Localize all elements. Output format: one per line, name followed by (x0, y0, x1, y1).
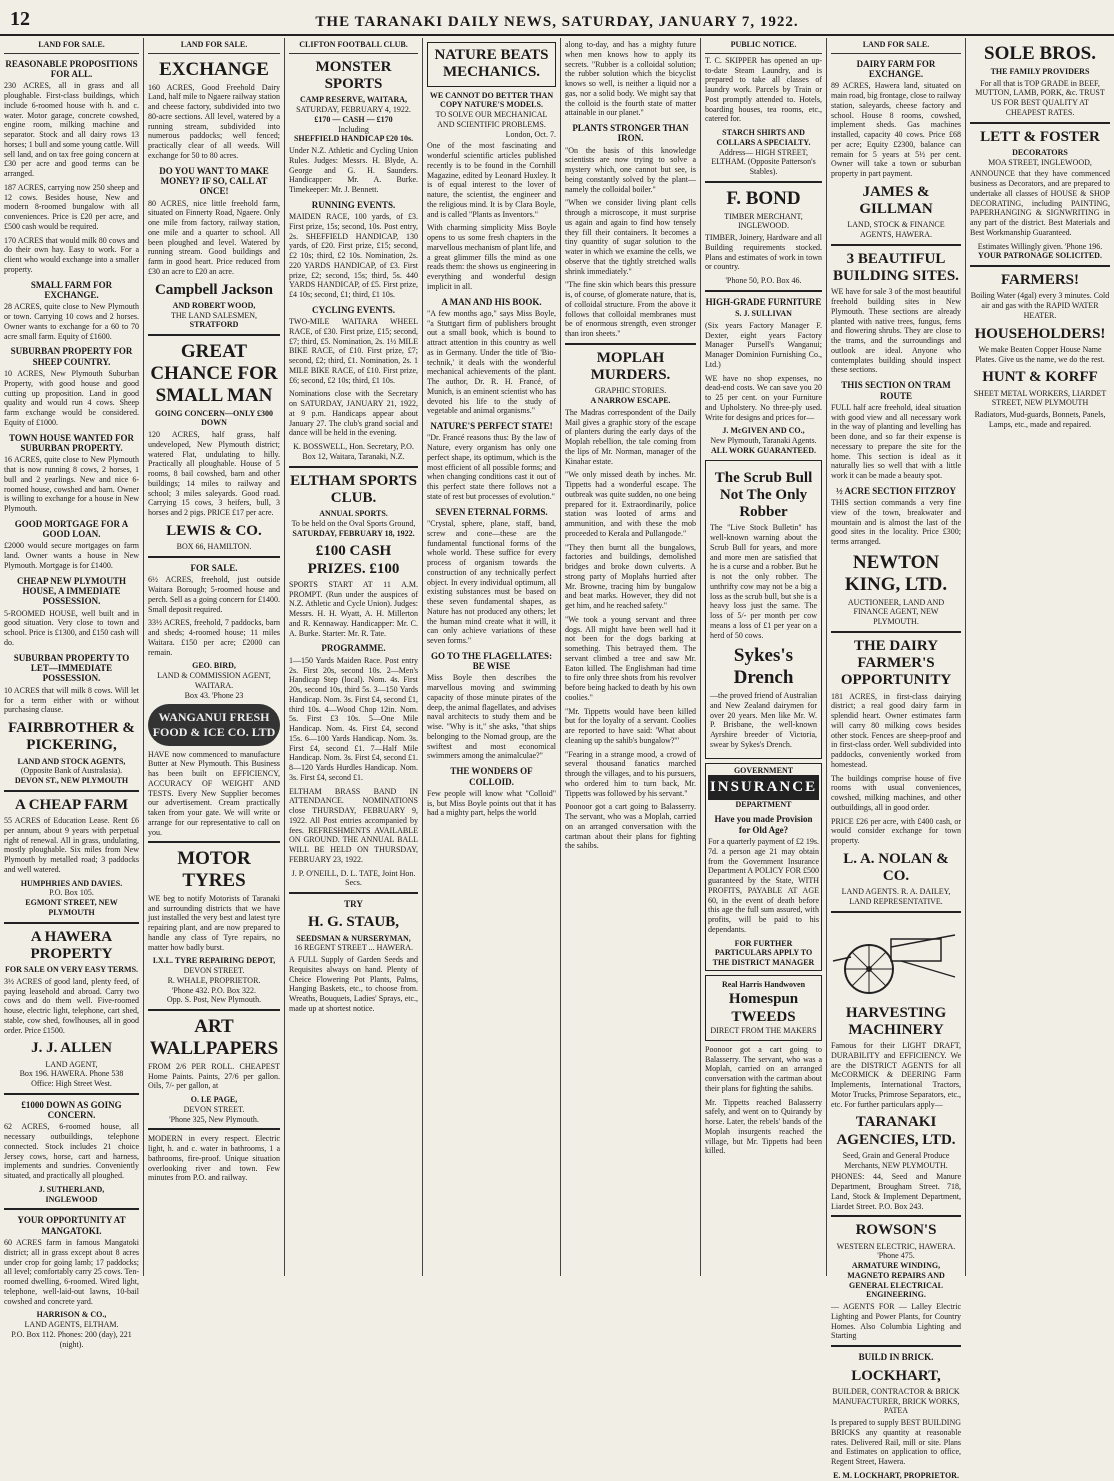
ad-text: For all that is TOP GRADE in BEEF, MUTTON, LAMB, PORK, &c. TRUST US FOR BEST QUALITY AT CHEAPEST RATES. (975, 78, 1105, 117)
firm-name: JAMES & GILLMAN (859, 183, 933, 218)
ad-text: ANNOUNCE that they have commenced business as Decorators, and are prepared to undertake all classes of HOUSE & SHOP DECORATING, including PAINTING, PAPERHANGING & SIGNWRITING in any part of the district. Best Materials and Best Workmanship Guaranteed. (970, 169, 1110, 237)
firm-name: HUNT & KORFF (982, 369, 1098, 386)
ad-title: HARVESTING MACHINERY (845, 1004, 947, 1038)
ad-title: RUNNING EVENTS. (311, 199, 396, 210)
column-5 (561, 38, 700, 1276)
column-4 (423, 38, 560, 1276)
firm-subtitle: WESTERN ELECTRIC, HAWERA. (836, 1241, 956, 1251)
harvester-illustration (831, 917, 959, 997)
firm-box: P.O. Box 105. (49, 888, 94, 898)
ad-title: HOUSEHOLDERS! (974, 325, 1106, 342)
ad-title: SUBURBAN PROPERTY FOR SHEEP COUNTRY. (10, 346, 133, 367)
government-insurance-ad (705, 763, 822, 971)
ad-text: —the proved friend of Australian and New Zealand dairymen for over 20 years. Men like Mr. W. P. Brisbane, the well-known Ayrshire breeder of Victoria, swear by Sykes's Drench. (710, 691, 817, 749)
ad-title: EXCHANGE (159, 58, 269, 80)
firm-name: ROWSON'S (855, 1222, 937, 1239)
firm-address: New Plymouth, Taranaki Agents. (710, 436, 817, 446)
ad-text: 6½ ACRES, freehold, just outside Waitara Borough; 5-roomed house and perch. Sell as a going concern for £1400. Small deposit required. (148, 575, 280, 614)
ad-text: 28 ACRES, quite close to New Plymouth or town. Carrying 10 cows and 2 horses. Owner wants to exchange for a 60 to 70 acre small farm. Equity of £1600. (4, 302, 139, 341)
article-text: "Fearing in a strange mood, a crowd of several thousand fanatics marched through the villages, and to his pursuers, who ordered him to turn back, Mr. Tippetts was followed by his servant." (565, 749, 696, 798)
firm-phone: 'Phone 50, P.O. Box 46. (725, 276, 802, 286)
headline-box (427, 42, 556, 87)
ad-text: Radiators, Mud-guards, Bonnets, Panels, Lamps, etc., made and repaired. (974, 410, 1106, 429)
masthead (0, 0, 1114, 36)
ad-text: ARMATURE WINDING, MAGNETO REPAIRS AND GENERAL ELECTRICAL ENGINEERING. (847, 1261, 945, 1300)
firm-phone: 'Phone 325, New Plymouth. (169, 1114, 259, 1124)
firm-name: O. LE PAGE, (190, 1095, 238, 1105)
firm-subtitle: DECORATORS (1012, 147, 1068, 157)
firm-subtitle: Seed, Grain and General Produce Merchants, NEW PLYMOUTH. (842, 1150, 950, 1170)
column-6 (701, 38, 826, 1276)
article-text: along to-day, and has a mighty future when men knows how to apply its secrets. "Rubber is a colloidal solution; the rubber solution which the bicyclist knows so well, is neither a liquid nor a gas, nor a solid body. We might say that the colloid is the fourth state of matter attainable in our planet." (565, 40, 696, 118)
ad-text: The buildings comprise house of five rooms with usual conveniences, cowshed, milking machines, and other outbuildings, all in good order. (831, 773, 961, 812)
page-number: 12 (10, 8, 30, 30)
firm-name: LETT & FOSTER (980, 128, 1100, 145)
ad-text: SPORTS START AT 11 A.M. PROMPT. (Run under the auspices of N.Z. Athletic and Cycle Union). Judges: Messrs. H. H. Wyatt, A. H. Millerton and R. Kennaway. Handicapper: Mr. C. A. Burke. Starter: Mr. R. Tate. (289, 579, 418, 638)
ad-text: 187 ACRES, carrying now 250 sheep and 12 cows. Besides house, New and modern 8-roomed bungalow with all conveniences. Price is £20 per acre, and £500 cash would be required. (4, 182, 139, 231)
prize-line: £100 CASH PRIZES. £100 (307, 543, 400, 577)
ad-title: MOTOR TYRES (177, 848, 251, 892)
article-text: With charming simplicity Miss Boyle opens to us some fresh chapters in the marvellous mechanism of plant life, and a great glimmer fills the mind as one reads them: the shows us engineering in everything and wonderful design implicit in all. (427, 223, 556, 291)
column-2 (144, 38, 284, 1276)
ad-text: Boiling Water (4gal) every 3 minutes. Cold air and gas with the RAPID WATER HEATER. (970, 291, 1110, 320)
ad-text: — AGENTS FOR — Lalley Electric Lighting and Power Plants, for Country Homes. Also Columbia Lighting and Starting (831, 1302, 961, 1341)
article-text: Miss Boyle then describes the marvellous moving and swimming capacity of those minute pirates of the deep, the animal flagellates, and advises naval architects to study them and be wise. "Why is it," she asks, "that ships belonging to the Nomad group, are the swiftest and most economical swimmers among the animalculae?" (427, 673, 556, 761)
firm-name: J. J. ALLEN (31, 1040, 112, 1057)
ad-text: To be held on the Oval Sports Ground, (291, 518, 416, 528)
ad-text: 10 ACRES, New Plymouth Suburban Property, with good house and good cutting up proposition. Land in good quality and would run 4 cows. Sheep farm exchange would be considered. Equity of £1000. (4, 369, 139, 427)
ad-text: A FULL Supply of Garden Seeds and Requisites always on hand. Plenty of Cheice Flowering Pot Plants, Palms, Hanging Baskets, etc., to choose from. Wreaths, Bouquets, Ladies' Sprays, etc., made up at shortest notice. (289, 955, 418, 1013)
firm-box: Box 43. 'Phone 23 (184, 690, 244, 700)
harris-tweeds-ad (705, 975, 822, 1041)
ad-title: CHEAP NEW PLYMOUTH HOUSE, A IMMEDIATE POSSESSION. (16, 575, 126, 607)
ad-title: DO YOU WANT TO MAKE MONEY? IF SO, CALL AT ONCE! (159, 165, 269, 197)
ad-subtitle: GOING CONCERN—ONLY £300 DOWN (154, 408, 274, 428)
article-text: "On the basis of this knowledge scientists are now trying to solve a mystery which, one cannot but see, is being constantly solved by the plant—namely the colloidal boiler." (565, 145, 696, 194)
article-text: "Dr. Francé reasons thus: By the law of Nature, every organism has only one perfect shape, its optimum, which is the most efficient of all possible forms; and when changing conditions cast it out of this perfect state there follows not a state of rest but processes of evolution." (427, 433, 556, 501)
prize-line: SHEFFIELD HANDICAP £20 10s. (293, 134, 414, 144)
ad-subtitle: FOR SALE ON VERY EASY TERMS. (4, 965, 139, 974)
article-text: "Crystal, sphere, plane, staff, band, screw and cone—these are the fundamental functional forms of the whole world. These suffice for every process of organism towards the construction of any technically perfect object. In every individual optimum, all existing substances must be based on these seven fundamental shapes, as Nature has not produced any others; let the human mind create what it will, it can only achieve variations of these seven forms." (427, 519, 556, 646)
ad-title: Have you made Provision for Old Age? (714, 814, 813, 835)
company-logo: WANGANUI FRESH FOOD & ICE CO. LTD (148, 704, 280, 745)
ad-text: HAVE now commenced to manufacture Butter at New Plymouth. This Business has been built on EFFICIENCY, ACCURACY OF WEIGHT AND TESTS. Every New Supplier becomes our advertisement. Cream practically taken from your gate. We will write or arrange for our representative to call on you. (148, 749, 280, 837)
ad-text: Estimates Willingly given. 'Phone 196. (977, 241, 1103, 251)
article-text: "They then burnt all the bungalows, factories and buildings, demolished bridges and broke down culverts. A strong party of Moplahs hurried after Mr. Browne, tracing him by bungalow and beat marks. However, they did not get him, and he reached safety." (565, 542, 696, 611)
ad-text: Including (338, 124, 369, 134)
secretary: K. BOSSWELL, Hon. Secretary, P.O. Box 12, Waitara, Taranaki, N.Z. (293, 442, 414, 461)
section-header: CLIFTON FOOTBALL CLUB. (289, 38, 418, 54)
ad-text: 16 ACRES, quite close to New Plymouth that is now running 8 cows, 2 horses, 1 bull and 2 yearlings. New and nice 6-roomed house, cowshed and barn. Owner is willing to exchange for a house in New Plymouth. (4, 455, 139, 513)
ad-text: MAIDEN RACE, 100 yards, of £3. First prize, 15s; second, 10s. Post entry, 2s. SHEFFIELD HANDICAP, 130 yards, of £20. First prize, £15; second, £2 10s; third, £2 10s. Nomination, 2s. 220 YARDS HANDICAP, of £3. First prize, £2; second, 15s; third, 5s. 440 YARDS HANDICAP, of £5. First prize, £4 10s; second, £1; third, £1 10s. (289, 212, 418, 300)
firm-subtitle: LAND, STOCK & FINANCE AGENTS, HAWERA. (847, 220, 945, 240)
ad-title: GOOD MORTGAGE FOR A GOOD LOAN. (14, 518, 129, 540)
ad-title: DAIRY FARM FOR EXCHANGE. (856, 58, 936, 80)
ad-text: 170 ACRES that would milk 80 cows and do their own hay. Easy to work. For a client who would exchange into a smaller property. (4, 235, 139, 274)
firm-subtitle: LAND AND STOCK AGENTS, (17, 756, 126, 766)
ad-text: Address— HIGH STREET, ELTHAM. (Opposite Patterson's Stables). (711, 147, 816, 176)
ad-text: 80 ACRES, nice little freehold farm, situated on Finnerty Road, Ngaere. Only one mile from factory, railway station, one mile and a quarter to school. All been ploughed and level. Watered by running stream. Good buildings and farm in good heart. Price reduced from £30 an acre to £20 an acre. (148, 198, 280, 276)
ad-title: HIGH-GRADE FURNITURE (705, 296, 822, 307)
firm-subtitle: LAND & COMMISSION AGENT, (157, 671, 271, 680)
firm-note: ALL WORK GUARANTEED. (711, 445, 816, 455)
firm-address: DEVON ST., NEW PLYMOUTH (14, 776, 129, 785)
ad-text: WE beg to notify Motorists of Taranaki and surrounding districts that we have just installed the very best and latest tyre repairing plant, and are now prepared to handle any class of Tyre repairs, no matter how badly burst. (148, 893, 280, 952)
ad-text: 55 ACRES of Education Lease. Rent £6 per annum, about 9 years with perpetual right of renewal. All in grass, undulating, mostly ploughable. Six miles from New Plymouth by metalled road; 3 paddocks and well watered. (4, 816, 139, 874)
ad-title: SMALL FARM FOR EXCHANGE. (30, 279, 113, 301)
ad-text: £2000 would secure mortgages on farm land. Owner wants a house in New Plymouth. Mortgage is for £1400. (4, 541, 139, 570)
ad-text: Famous for their LIGHT DRAFT, DURABILITY and EFFICIENCY. We are the DISTRICT AGENTS for all McCORMICK & DEERING Farm Implements, International Tractors, Motor Trucks, Primrose Separators, etc., etc. For further particulars apply— (831, 1041, 961, 1109)
article-text: Poonoor got a cart going to Balasserry. The servant, who was a Moplah, carried on an arranged conversation with the cartman about their plans for fighting the sahibs. (565, 802, 696, 851)
firm-name: F. BOND (726, 187, 801, 209)
column-7 (827, 38, 965, 1480)
article-subhead: GRAPHIC STORIES. (594, 386, 667, 396)
firm-name: J. SUTHERLAND, (38, 1184, 105, 1194)
ad-title: The Scrub Bull Not The Only Robber (714, 469, 813, 521)
ad-text: THIS section commands a very fine view of the town, breakwater and mountain and is almost the last of the good sites in the locality. Price £300; terms arranged. (831, 498, 961, 547)
ad-text: 1—150 Yards Maiden Race. Post entry 2s. First 20s, second 10s. 2—Men's Handicap Step (local). Nom. 4s. First 20s, second 10s, third 5s. 3—150 Yards Handicap. Nom. 3s. First £4, second £1, third 10s. 4—Wood Chop 12in. Nom. 5s. First £3 10s. 5—One Mile Handicap. Nom. 4s. First £4, second 15s. 6—100 Yards Handicap. Nom. 3s. First £4, second £1. 7—Half Mile Handicap. Nom. 3s. First £4, second £1. 8—120 Yards Hurdles Handicap. Nom. 3s. First £4, second £1. (289, 655, 418, 782)
ad-title: SUBURBAN PROPERTY TO LET—IMMEDIATE POSSESSION. (13, 652, 130, 684)
firm-subtitle: LAND AGENTS. R. A. DAILEY, LAND REPRESENTATIVE. (841, 887, 951, 907)
firm-subtitle: SEEDSMAN & NURSERYMAN, (296, 933, 411, 943)
firm-name: L. A. NOLAN & CO. (843, 850, 949, 885)
firm-phone: 'Phone 432. P.O. Box 322. (171, 985, 257, 995)
ad-title: THE DAIRY FARMER'S OPPORTUNITY (840, 637, 952, 689)
article-subhead: NATURE'S PERFECT STATE! (430, 421, 553, 432)
ad-subtitle: CAMP RESERVE, WAITARA, (300, 95, 407, 105)
masthead-title: THE TARANAKI DAILY NEWS, SATURDAY, JANUARY 7, 1922. (315, 14, 799, 30)
ad-title: MONSTER SPORTS (315, 58, 392, 92)
ad-text: DIRECT FROM THE MAKERS (710, 1026, 817, 1036)
article-text: Few people will know what "Colloid" is, but Miss Boyle points out that it has had a mighty part, helps the world (427, 788, 556, 818)
firm-name: NEWTON KING, LTD. (844, 551, 948, 595)
ad-text: Is prepared to supply BEST BUILDING BRICKS any quantity at reasonable rates. Delivered Rail, mill or site. Plans and Estimates on application to office, Regent Street, Hawera. (831, 1418, 961, 1466)
article-text: Poonoor got a cart going to Balasserry. The servant, who was a Moplah, carried on an arranged conversation with the cartman about their plans for fighting the sahibs. (705, 1044, 822, 1093)
article-text: One of the most fascinating and wonderful scientific articles published recently is to be found in the Cornhill Magazine, edited by Leonard Huxley. It is of equal interest to the lover of nature, the scientist, the engineer and the religious mind. It is by Clara Boyle, and is called "Plants as Inventors." (427, 141, 556, 219)
article-text: "A few months ago," says Miss Boyle, "a Stuttgart firm of publishers brought out a small book, which is bound to attract attention in this country as well as in Germany. Under the title of 'Bio-technik,' it deals with the wonderful mechanical achievements of the plant. The author, Dr. R. H. Francé, of Munich, is an eminent scientist who has devoted his life to the study of vegetable and animal organisms." (427, 308, 556, 416)
ad-text: T. C. SKIPPER has opened an up-to-date Steam Laundry, and is prepared to take all classes of laundry work. Parcels by Train or Post promptly attended to. Hotels, boarding houses, tea rooms, etc., catered for. (705, 55, 822, 124)
firm-address: INGLEWOOD (45, 1194, 98, 1204)
column-8 (966, 38, 1114, 1276)
article-text: "The fine skin which bears this pressure is, of course, of glomerate nature, that is, of colloidal structure. From the above it follows that colloidal membranes must be of enormous strength, even stronger than iron sheets." (565, 280, 696, 339)
ad-text: STARCH SHIRTS AND COLLARS A SPECIALTY. (716, 128, 811, 147)
ad-title: FARMERS! (1000, 272, 1080, 289)
ad-text: YOUR PATRONAGE SOLICITED. (978, 251, 1102, 261)
firm-name: H. G. STAUB, (308, 914, 399, 931)
column-1 (0, 38, 143, 1349)
ad-text: For a quarterly payment of £2 19s. 7d. a person age 21 may obtain from the Government Insurance Department A POLICY FOR £500 guaranteed by the State, WITH PROFITS, PAYABLE AT AGE 60, in the event of death before this age the full sum assured, with profits, will be paid to his dependants. (708, 837, 819, 934)
firm-name: J. McGIVEN AND CO., (722, 426, 805, 436)
ad-title: £1000 DOWN AS GOING CONCERN. (21, 1099, 122, 1121)
ad-text: ELTHAM BRASS BAND IN ATTENDANCE. NOMINATIONS close THURSDAY, FEBRUARY 9, 1922. All Post entries accompanied by fees. REFRESHMENTS AVAILABLE ON GROUND. THE ANNUAL BALL WILL BE HELD ON THURSDAY, FEBRUARY 23, 1922. (289, 786, 418, 864)
ad-text: FULL half acre freehold, ideal situation with good view and all necessary work in the way of planting and levelling has been done, and so far their expense is necessary to prepare the site for the home. This section is ideal as it naturally lies so well that with a little work it can be made a beauty spot. (831, 402, 961, 481)
ad-title: BUILD IN BRICK. (858, 1352, 934, 1363)
ad-text: MODERN in every respect. Electric light, h. and c. water in bathrooms, 1 a bathrooms, fire-proof. Unique situation overlooking river and town. Few minutes from P.O. and railway. (148, 1134, 280, 1183)
firm-subtitle: AND ROBERT WOOD, (172, 300, 256, 310)
firm-name: SOLE BROS. (984, 43, 1096, 64)
ad-text: 33½ ACRES, freehold, 7 paddocks, barn and sheds; 4-roomed house; 11 miles Waitara. £150 per acre; £2000 can remain. (148, 618, 280, 657)
product-name: Sykes's Drench (733, 645, 794, 689)
ins-bottom: DEPARTMENT (735, 799, 792, 809)
article-subhead: GO TO THE FLAGELLATES: BE WISE (430, 650, 553, 672)
article-text: "We only missed death by inches. Mr. Tippetts had a wonderful escape. The outbreak was quite sudden, no one being prepared for it. Extraordinarily, police station was looted of arms and ammunition, and with these the mob proceeded to Kerala and Pullangode." (565, 470, 696, 538)
ad-text: Under N.Z. Athletic and Cycling Union Rules. Judges: Messrs. H. Blyde, A. George and G. H. Saunders. Handicapper: Mr. A. Burke. Timekeeper: Mr. J. Bennett. (289, 146, 418, 194)
ad-title: A CHEAP FARM (14, 796, 129, 813)
firm-proprietor: E. M. LOCKHART, PROPRIETOR. (833, 1470, 959, 1480)
ad-text: PRICE £26 per acre, with £400 cash, or would consider exchange for town property. (831, 816, 961, 846)
ad-title: PROGRAMME. (321, 643, 386, 654)
ad-title: Real Harris Handwoven (721, 979, 806, 989)
ad-text: FROM 2/6 PER ROLL. CHEAPEST Home Paints. Paints, 27/6 per gallon. Oils, 7/- per gallon, at (148, 1061, 280, 1091)
ad-title: CYCLING EVENTS. (311, 304, 396, 315)
firm-box: Box 196. HAWERA. Phone 538 (19, 1069, 124, 1079)
ad-title: TRY (344, 899, 363, 910)
ad-title: ½ ACRE SECTION FITZROY (835, 485, 957, 496)
ad-title: A HAWERA PROPERTY (30, 928, 113, 962)
ad-text: 89 ACRES, Hawera land, situated on main road, big frontage, close to railway station, saleyards, cheese factory and school. House 8 rooms, cowshed, implement sheds. Gas machines installed, capacity 40 cows. Price £68 per acre; Equity £2300, balance can remain for 5 years at 5½ per cent. Owner will take a town or suburban property in part payment. (831, 81, 961, 179)
firm-subtitle: TIMBER MERCHANT, INGLEWOOD. (724, 211, 803, 231)
firm-name: TARANAKI AGENCIES, LTD. (836, 1114, 956, 1148)
section-header: LAND FOR SALE. (148, 38, 280, 54)
ad-text: WE have no shop expenses, no dead-end costs. We can save you 20 to 25 per cent. on your Furniture and Upholstery. No three-ply used. Write for designs and prices for— (705, 373, 822, 422)
firm-subtitle: LAND AGENT, (45, 1059, 98, 1069)
firm-phone: PHONES: 44, Seed and Manure Department, Brougham Street. 718, Land, Stock & Implement Department, Liardet Street. P.O. Box 243. (831, 1172, 961, 1211)
article-text: Mr. Tippetts reached Balasserry safely, and went on to Quirandy by horse. Later, the rebels' bands of the Moplah insurgents reached the village, but Mr. Tippetts had been killed. (705, 1097, 822, 1156)
event-date: SATURDAY, FEBRUARY 4, 1922. (296, 105, 411, 114)
firm-phone: 'Phone 475. (877, 1251, 915, 1261)
ad-text: 10 ACRES that will milk 8 cows. Will let for a term either with or without purchasing clause. (4, 685, 139, 715)
firm-name: FAIRBROTHER & PICKERING, (8, 720, 135, 754)
firm-subtitle: THE LAND SALESMEN, (171, 310, 257, 320)
event-date: SATURDAY, FEBRUARY 18, 1922. (292, 528, 415, 538)
ad-title: GREAT CHANCE FOR SMALL MAN (150, 341, 278, 406)
firm-subtitle: LAND AGENTS, ELTHAM. (24, 1320, 119, 1330)
ad-title: TOWN HOUSE WANTED FOR SUBURBAN PROPERTY. (9, 432, 134, 453)
ins-top: GOVERNMENT (733, 765, 794, 775)
firm-name: GEO. BIRD, (192, 661, 236, 671)
ad-text: 5-ROOMED HOUSE, well built and in good situation. Very close to town and school. Price is £1300, and £150 cash will do. (4, 608, 139, 647)
ad-title: ELTHAM SPORTS CLUB. (290, 472, 417, 506)
firm-name: LEWIS & CO. (166, 522, 262, 539)
firm-subtitle: SHEET METAL WORKERS, LIARDET STREET, NEW PLYMOUTH (973, 388, 1107, 408)
firm-box: BOX 66, HAMILTON. (176, 542, 252, 552)
ad-title: REASONABLE PROPOSITIONS FOR ALL. (5, 58, 138, 80)
section-header: LAND FOR SALE. (831, 38, 961, 54)
firm-name: Campbell Jackson (155, 281, 273, 298)
ad-text: 120 ACRES, half grass, half undeveloped, New Plymouth district; watered Flat, undulating to hilly. Practically all ploughable. House of 5 rooms, 8 bail cowshed, barn and other buildings; 14 miles to railway and school; 3 miles saleyards. Good road. Carrying 15 cows, 3 heifers, bull, 3 horses and 2 pigs. PRICE £17 per acre. (148, 430, 280, 518)
firm-address: EGMONT STREET, NEW PLYMOUTH (25, 898, 118, 917)
article-text: "We took a young servant and three dogs. All might have been well had it not been for the dogs barking at something. This betrayed them. The servant climbed a tree and saw Mr. Eaton killed. The Englishman had time to fire only three shots from his revolver before being hacked to death by his own coolies." (565, 614, 696, 702)
firm-address: MOA STREET, INGLEWOOD, (988, 157, 1092, 167)
article-text: The Madras correspondent of the Daily Mail gives a graphic story of the escape of planters during the early days of the Moplah rebellion, the tale coming from the lips of Mr. Norman, manager of the Kinahar estate. (565, 407, 696, 466)
ad-text: 230 ACRES, all in grass and all ploughable. First-class buildings, which include 6-roomed house with h. and c. water. Motor garage, concrete cowshed, engine room, milking machine and separator. Stock and all dairy rows 13 horses; 1 bull and some young cattle. Will sell land, and on tax free going concern at £30 per acre and good terms can be arranged. (4, 81, 139, 179)
firm-name: HUMPHRIES AND DAVIES. (20, 878, 123, 888)
section-header: LAND FOR SALE. (4, 38, 139, 54)
ad-text: TWO-MILE WAITARA WHEEL RACE, of £30. First prize, £15; second, £7; third, £5. Nomination, 2s. 1½ MILE BIKE RACE, of £10. First prize, £7; second, £2; third, £1. Nomination, 2s. 1 MILE BIKE RACE, of £10. First prize, £6; second, £2 10s; third, £1 10s. (289, 317, 418, 385)
article-subhead: TO SOLVE OUR MECHANICAL AND SCIENTIFIC PROBLEMS. (435, 110, 548, 129)
article-subhead: PLANTS STRONGER THAN IRON. (572, 123, 689, 144)
article-subhead: SEVEN ETERNAL FORMS. (435, 506, 548, 517)
article-headline: MOPLAH MURDERS. (590, 349, 671, 384)
firm-subtitle: R. WHALE, PROPRIETOR. (167, 975, 261, 985)
ad-title: Homespun TWEEDS (728, 990, 799, 1025)
ad-text: 62 ACRES, 6-roomed house, all necessary outbuildings, telephone connected. Stock includes 21 choice Jersey cows, horse, cart and harness, implements and sundries. Conveniently situated, and practically all ploughed. (4, 1122, 139, 1181)
firm-subtitle: BUILDER, CONTRACTOR & BRICK MANUFACTURER, BRICK WORKS, PATEA (832, 1386, 960, 1416)
firm-address: Office: High Street West. (31, 1079, 112, 1088)
article-headline: NATURE BEATS MECHANICS. (434, 47, 549, 81)
firm-address: 16 REGENT STREET ... HAWERA. (293, 943, 414, 953)
ad-text: Nominations close with the Secretary on SATURDAY, JANUARY 21, 1922, at 9 p.m. Handicaps appear about January 27. The club's grand social and dance will be held in the evening. (289, 389, 418, 438)
article-subhead: WE CANNOT DO BETTER THAN COPY NATURE'S MODELS. (429, 90, 554, 110)
ad-title: FOR SALE. (190, 562, 238, 573)
ins-mid: INSURANCE (708, 775, 819, 799)
article-subhead: THE WONDERS OF COLLOID. (450, 766, 533, 787)
ad-title: 3 BEAUTIFUL BUILDING SITES. (833, 250, 959, 285)
prize-line: £170 — CASH — £170 (314, 114, 393, 124)
firm-box: P.O. Box 112. Phones: 200 (day), 221 (night). (11, 1329, 132, 1349)
ad-text: 60 ACRES farm in famous Mangatoki district; all in grass except about 8 acres under crop for going lamb; 17 paddocks; all level; comfortably carry 25 cows. Ten-roomed dwelling, 6-roomed. Wired light, telephone, well-laid-out lawns, 10-bail cowshed and concrete yard. (4, 1238, 139, 1306)
firm-address: STRATFORD (189, 320, 239, 330)
article-subhead: A MAN AND HIS BOOK. (441, 296, 542, 307)
ad-text: TIMBER, Joinery, Hardware and all Building requirements stocked. Plans and estimates of work in town or country. (705, 233, 822, 272)
ad-title: THIS SECTION ON TRAM ROUTE (841, 380, 951, 401)
ad-text: FOR FURTHER PARTICULARS APPLY TO THE DISTRICT MANAGER (712, 938, 815, 968)
firm-note: (Opposite Bank of Australasia). (20, 766, 123, 776)
ad-subtitle: ANNUAL SPORTS. (319, 509, 388, 519)
firm-address: WAITARA. (194, 680, 234, 690)
firm-name: LOCKHART, (851, 1367, 941, 1384)
article-subhead: A NARROW ESCAPE. (590, 396, 671, 406)
article-text: "Mr. Tippetts would have been killed but for the loyalty of a servant. Coolies are reported to have said: 'What about cleaning up the sahib's bungalow?'" (565, 706, 696, 745)
column-3 (285, 38, 422, 1276)
secretary: J. P. O'NEILL, D. L. TATE, Joint Hon. Secs. (291, 868, 416, 888)
ad-text: 181 ACRES, in first-class dairying district; a real good dairy farm in splendid heart. Owner estimates farm will carry 80 milking cows besides other stock. Fences are sheep-proof and in first-class order. Well subdivided into paddocks, conveniently worked from homestead. (831, 691, 961, 769)
ad-text: 3½ ACRES of good land, plenty feed, of paying leasehold and abroad. Carry two cows and do them well. Five-roomed house, electric light, telephone, cart shed, stable, cow shed, fowlhouses, all in good order. Price £1500. (4, 976, 139, 1035)
firm-address: DEVON STREET. (183, 1104, 245, 1114)
ad-title: ART WALLPAPERS (149, 1016, 279, 1060)
ad-text: (Six years Factory Manager F. Dexter, eight years Factory Manager Pursell's Wanganui; Manager Dominion Furnishing Co., Ltd.) (705, 320, 822, 369)
firm-address: DEVON STREET. (183, 966, 245, 976)
dateline: London, Oct. 7. (505, 129, 556, 139)
firm-name: S. J. SULLIVAN (735, 309, 792, 319)
section-header: PUBLIC NOTICE. (705, 38, 822, 54)
firm-subtitle: THE FAMILY PROVIDERS (990, 66, 1090, 76)
ad-text: 160 ACRES, Good Freehold Dairy Land, half mile to Ngaere railway station and cheese factory, subdivided into two 80-acre sections. All level, watered by a running stream, subdivided into numerous paddocks; well fenced; practically clear of all weeds. Will exchange for 50 to 80 acres. (148, 82, 280, 160)
ad-text: We make Beaten Copper House Name Plates. Give us the name, we do the rest. (975, 344, 1105, 364)
firm-name: I.X.L. TYRE REPAIRING DEPOT, (152, 956, 276, 966)
ad-text: The "Live Stock Bulletin" has well-known warning about the Scrub Bull for years, and more and more men are satisfied that he is a curse and a robber. But he is not the only robber. The unthrifty cow may not be a big a loss as the scrub bull, but she is a heavy loss just the same. The loss of 5/- per month per cow means a loss of £1 per year on a herd of 50 cows. (710, 523, 817, 640)
firm-subtitle: AUCTIONEER, LAND AND FINANCE AGENT, NEW PLYMOUTH. (847, 597, 945, 627)
ad-text: WE have for sale 3 of the most beautiful freehold building sites in New Plymouth. These sections are already planted with native trees, fungus, ferns and flowering shrubs. They are close to the trams, and the surroundings and outlook are ideal. Anyone who contemplates building should inspect these sections. (831, 287, 961, 375)
firm-name: HARRISON & CO., (36, 1310, 107, 1320)
article-text: "When we consider living plant cells through a microscope, it must surprise us again and again to find how tensely they fill their containers. It becomes a tiny quantity of sugar solution to the water in which we examine the cells, we observe that the tightly stretched walls shrink immediately." (565, 198, 696, 276)
ad-title: YOUR OPPORTUNITY AT MANGATOKI. (17, 1215, 126, 1236)
sykes-ad (705, 460, 822, 759)
firm-address: Opp. S. Post, New Plymouth. (166, 995, 262, 1005)
